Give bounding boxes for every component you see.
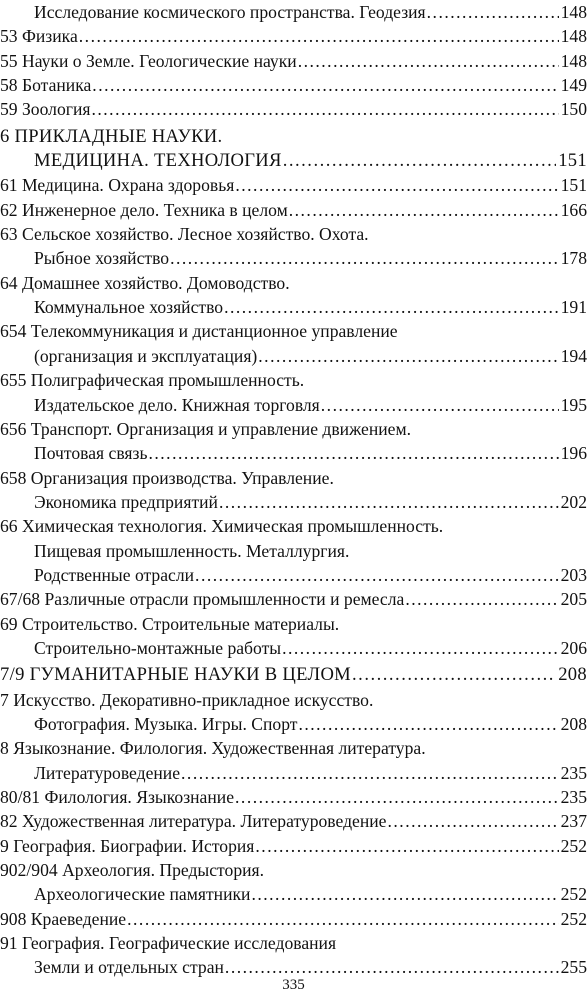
toc-entry bbox=[0, 688, 587, 737]
toc-page-number: 252 bbox=[560, 835, 587, 856]
dot-leader bbox=[298, 712, 558, 736]
toc-entry-title: 655 Полиграфическая промышленность. bbox=[0, 370, 305, 391]
toc-line bbox=[0, 563, 587, 587]
toc-line bbox=[0, 0, 587, 24]
toc-entry-title: Экономика предприятий bbox=[34, 491, 218, 512]
dot-leader bbox=[195, 563, 559, 587]
toc-page-number: 252 bbox=[560, 908, 587, 929]
dot-leader bbox=[388, 809, 559, 833]
toc-entry bbox=[0, 222, 587, 271]
toc-entry bbox=[0, 514, 587, 587]
toc-line bbox=[0, 368, 587, 392]
toc-entry bbox=[0, 587, 587, 611]
page-number: 335 bbox=[282, 977, 305, 993]
toc-entry-title: 61 Медицина. Охрана здоровья bbox=[0, 175, 235, 196]
toc-line bbox=[0, 688, 587, 712]
toc-page-number: 148 bbox=[560, 2, 587, 22]
toc-line bbox=[0, 466, 587, 490]
toc-page-number: 255 bbox=[560, 957, 587, 978]
toc-page-number: 149 bbox=[560, 75, 587, 96]
toc-line bbox=[0, 663, 587, 687]
toc-page-number: 148 bbox=[560, 50, 587, 71]
toc-section-heading bbox=[0, 125, 587, 174]
toc-line bbox=[0, 319, 587, 343]
toc-entry-title: 902/904 Археология. Предыстория. bbox=[0, 860, 265, 881]
toc-entry-title: 59 Зоология bbox=[0, 99, 91, 120]
toc-line bbox=[0, 931, 587, 955]
toc-entry bbox=[0, 173, 587, 197]
toc-page-number: 208 bbox=[558, 664, 587, 686]
toc-entry-title: 67/68 Различные отрасли промышленности и ремесла bbox=[0, 589, 405, 610]
toc-entry-title: МЕДИЦИНА. ТЕХНОЛОГИЯ bbox=[34, 150, 282, 172]
dot-leader bbox=[289, 198, 559, 222]
dot-leader bbox=[352, 663, 556, 687]
toc-entry bbox=[0, 97, 587, 121]
toc-entry-title: 63 Сельское хозяйство. Лесное хозяйство. Охота. bbox=[0, 224, 369, 245]
toc-line bbox=[0, 125, 587, 149]
toc-line bbox=[0, 173, 587, 197]
toc-line bbox=[0, 73, 587, 97]
toc-line bbox=[0, 882, 587, 906]
toc-page-number: 205 bbox=[560, 589, 587, 610]
toc-page-number: 166 bbox=[560, 199, 587, 220]
toc-line bbox=[0, 344, 587, 368]
toc-page-number: 195 bbox=[560, 394, 587, 415]
toc-entry bbox=[0, 319, 587, 368]
toc-entry-title: 6 ПРИКЛАДНЫЕ НАУКИ. bbox=[0, 125, 223, 147]
toc-entry bbox=[0, 809, 587, 833]
toc-page-number: 203 bbox=[560, 564, 587, 585]
toc-line bbox=[0, 271, 587, 295]
toc-line bbox=[0, 907, 587, 931]
toc-line bbox=[0, 417, 587, 441]
toc-entry-title: 66 Химическая технология. Химическая промышленность. bbox=[0, 516, 444, 537]
toc-page-number: 235 bbox=[560, 787, 587, 807]
dot-leader bbox=[148, 441, 558, 465]
toc-entry-title: 8 Языкознание. Филология. Художественная литература. bbox=[0, 738, 426, 759]
toc-entry bbox=[0, 736, 587, 785]
toc-entry-title: Археологические памятники bbox=[34, 884, 251, 905]
toc-line bbox=[0, 295, 587, 319]
dot-leader bbox=[181, 761, 559, 785]
toc-line bbox=[0, 712, 587, 736]
dot-leader bbox=[255, 834, 558, 858]
toc-entry-title: Родственные отрасли bbox=[34, 564, 195, 585]
toc-line bbox=[0, 834, 587, 858]
toc-entry bbox=[0, 466, 587, 515]
toc-page-number: 235 bbox=[560, 762, 587, 783]
toc-entry-title: 908 Краеведение bbox=[0, 908, 127, 929]
toc-line bbox=[0, 49, 587, 73]
dot-leader bbox=[405, 587, 558, 611]
toc-entry bbox=[0, 858, 587, 907]
toc-line bbox=[0, 761, 587, 785]
toc-entry bbox=[0, 785, 587, 809]
toc-entry bbox=[0, 73, 587, 97]
toc-page-number: 194 bbox=[560, 345, 587, 366]
toc-page-number: 252 bbox=[560, 884, 587, 905]
toc-line bbox=[0, 785, 587, 809]
toc-entry bbox=[0, 271, 587, 320]
toc-entry-title: 7 Искусство. Декоративно-прикладное искусство. bbox=[0, 689, 374, 710]
toc-entry bbox=[0, 24, 587, 48]
dot-leader bbox=[251, 882, 558, 906]
toc-line bbox=[0, 393, 587, 417]
toc-entry-title: 58 Ботаника bbox=[0, 75, 92, 96]
toc-entry bbox=[0, 368, 587, 417]
dot-leader bbox=[282, 636, 559, 660]
toc-entry-title: Рыбное хозяйство bbox=[34, 248, 170, 269]
toc-entry bbox=[0, 931, 587, 980]
toc-entry-title: 9 География. Биографии. История bbox=[0, 835, 255, 856]
toc-line bbox=[0, 222, 587, 246]
toc-line bbox=[0, 97, 587, 121]
toc-entry-title: Почтовая связь bbox=[34, 443, 148, 464]
toc-line bbox=[0, 539, 587, 563]
dot-leader bbox=[235, 173, 558, 197]
toc-line bbox=[0, 24, 587, 48]
toc-line bbox=[0, 858, 587, 882]
toc-page-number: 208 bbox=[560, 713, 587, 734]
toc-line bbox=[0, 612, 587, 636]
toc-entry-title: Издательское дело. Книжная торговля bbox=[34, 394, 320, 415]
toc-entry-title: 658 Организация производства. Управление. bbox=[0, 467, 334, 488]
toc-entry-title: 53 Физика bbox=[0, 26, 78, 47]
toc-entry-title: 55 Науки о Земле. Геологические науки bbox=[0, 50, 297, 71]
toc-entry-title: 69 Строительство. Строительные материалы. bbox=[0, 613, 340, 634]
dot-leader bbox=[427, 0, 559, 24]
toc-line bbox=[0, 441, 587, 465]
toc-entry-title: Коммунальное хозяйство bbox=[34, 297, 224, 318]
toc-entry-title: Фотография. Музыка. Игры. Спорт bbox=[34, 713, 298, 734]
toc-entry-title: Строительно-монтажные работы bbox=[34, 637, 282, 658]
toc-page-number: 148 bbox=[560, 26, 587, 47]
toc-entry-title: Земли и отдельных стран bbox=[34, 957, 224, 978]
toc-page-number: 151 bbox=[560, 175, 587, 196]
dot-leader bbox=[235, 785, 559, 809]
toc-entry-title: 80/81 Филология. Языкознание bbox=[0, 787, 235, 807]
toc-page-number: 196 bbox=[560, 443, 587, 464]
toc-line bbox=[0, 198, 587, 222]
dot-leader bbox=[92, 73, 558, 97]
toc-entry-title: 64 Домашнее хозяйство. Домоводство. bbox=[0, 272, 290, 293]
toc-line bbox=[0, 809, 587, 833]
dot-leader bbox=[127, 907, 558, 931]
dot-leader bbox=[283, 149, 557, 173]
toc-page-number: 150 bbox=[560, 99, 587, 120]
dot-leader bbox=[79, 24, 559, 48]
toc-entry bbox=[0, 612, 587, 661]
toc-entry-title: 654 Телекоммуникация и дистанционное управление bbox=[0, 321, 398, 342]
toc-page-number: 202 bbox=[560, 491, 587, 512]
dot-leader bbox=[298, 49, 559, 73]
toc-page-number: 206 bbox=[560, 637, 587, 658]
toc-entry-title: Исследование космического пространства. Геодезия bbox=[34, 2, 426, 22]
toc-entry bbox=[0, 49, 587, 73]
toc-entry-title: Пищевая промышленность. Металлургия. bbox=[34, 540, 350, 561]
toc-entry bbox=[0, 834, 587, 858]
toc-entry bbox=[0, 198, 587, 222]
toc-line bbox=[0, 246, 587, 270]
toc-entry-title: 656 Транспорт. Организация и управление движением. bbox=[0, 418, 411, 439]
toc-entry-title: 7/9 ГУМАНИТАРНЫЕ НАУКИ В ЦЕЛОМ bbox=[0, 664, 352, 686]
toc-entry-title: 91 География. Географические исследования bbox=[0, 933, 337, 954]
toc-line bbox=[0, 149, 587, 173]
toc-line bbox=[0, 736, 587, 760]
toc-line bbox=[0, 587, 587, 611]
toc-line bbox=[0, 490, 587, 514]
toc-page-number: 151 bbox=[558, 150, 587, 172]
toc-entry-title: 82 Художественная литература. Литературоведение bbox=[0, 811, 387, 832]
toc-entry bbox=[0, 0, 587, 24]
toc-entry-title: (организация и эксплуатация) bbox=[34, 345, 258, 366]
toc-line bbox=[0, 514, 587, 538]
toc-entry-title: 62 Инженерное дело. Техника в целом bbox=[0, 199, 288, 220]
toc-entry bbox=[0, 907, 587, 931]
toc-section-heading bbox=[0, 663, 587, 687]
toc-page-number: 191 bbox=[560, 297, 587, 318]
dot-leader bbox=[219, 490, 559, 514]
dot-leader bbox=[91, 97, 558, 121]
toc-line bbox=[0, 636, 587, 660]
toc-page-number: 237 bbox=[560, 811, 587, 832]
dot-leader bbox=[258, 344, 558, 368]
dot-leader bbox=[321, 393, 559, 417]
dot-leader bbox=[170, 246, 559, 270]
dot-leader bbox=[224, 295, 559, 319]
toc-entry-title: Литературоведение bbox=[34, 762, 181, 783]
toc-page-number: 178 bbox=[560, 248, 587, 269]
toc-entry bbox=[0, 417, 587, 466]
